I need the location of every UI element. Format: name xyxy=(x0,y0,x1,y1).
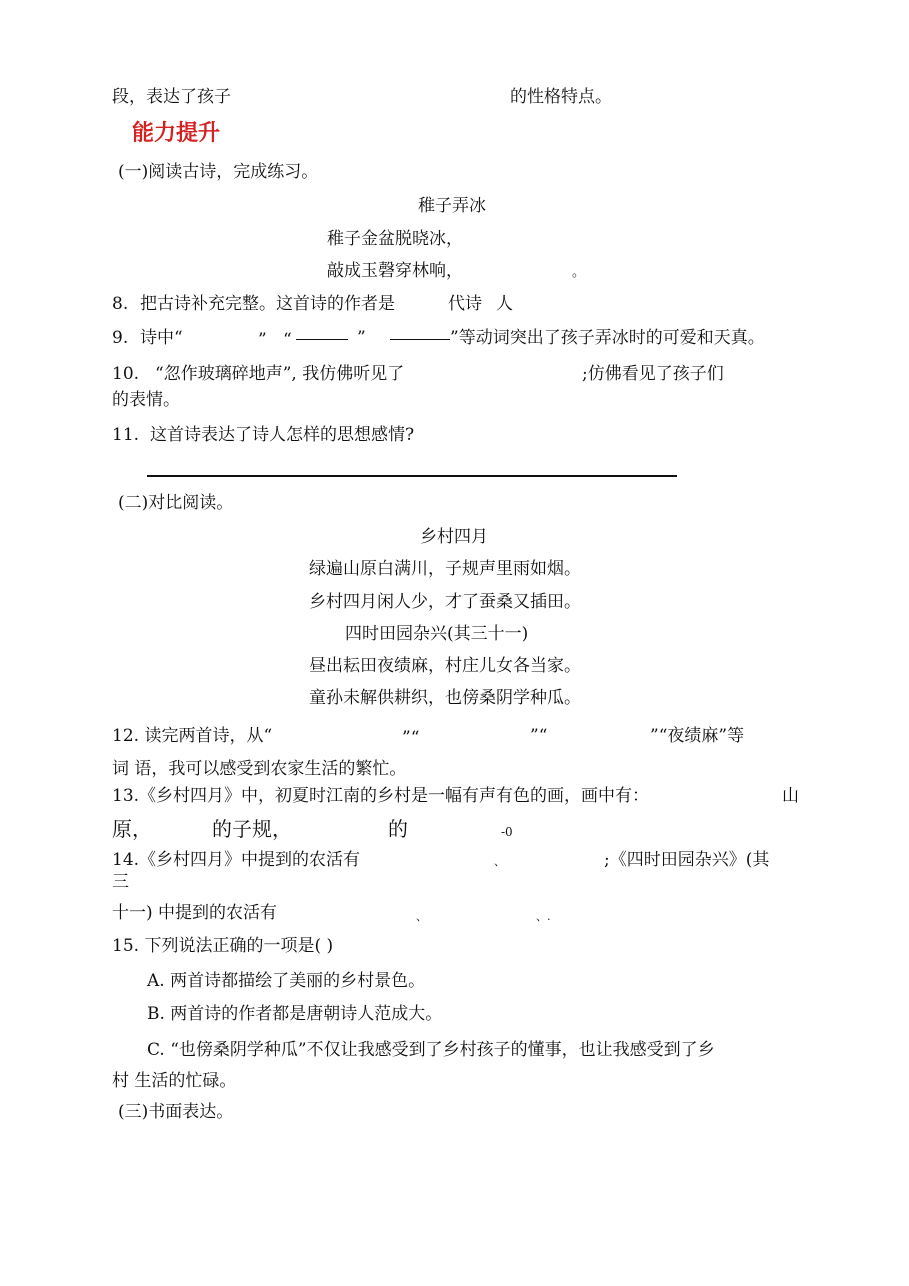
q13-lead: 13.《乡村四月》中，初夏时江南的乡村是一幅有声有色的画，画中有： xyxy=(112,786,650,806)
q10-line2: 的表情。 xyxy=(112,390,180,410)
q8-number: 8. xyxy=(112,294,129,314)
poem-line-2: 敲成玉磬穿林响， xyxy=(327,261,463,281)
q14-dot-1: 、 xyxy=(494,855,505,868)
q9-mark-3: ” xyxy=(357,328,366,348)
section-title: 能力提升 xyxy=(132,121,221,146)
poem2-line-1: 昼出耘田夜绩麻，村庄儿女各当家。 xyxy=(309,656,581,676)
q8-text: 把古诗补充完整。这首诗的作者是 xyxy=(140,294,395,314)
q9-mark-1: ” xyxy=(258,330,267,350)
q14-san: 三 xyxy=(112,872,129,892)
q12-mark-2: ”“ xyxy=(530,726,548,746)
part1-heading: (一)阅读古诗，完成练习。 xyxy=(118,162,319,182)
q11-answer-line xyxy=(147,475,677,477)
q15-option-c-line2: 村 生活的忙碌。 xyxy=(112,1071,237,1091)
q14-dot-3: 、. xyxy=(536,910,551,923)
q14-dot-2: 、 xyxy=(416,910,427,923)
q12-line2: 词 语，我可以感受到农家生活的繁忙。 xyxy=(112,759,407,779)
q15-option-c-line1: C. “也傍桑阴学种瓜”不仅让我感受到了乡村孩子的懂事，也让我感受到了乡 xyxy=(147,1040,715,1060)
q14-mid: ;《四时田园杂兴》(其 xyxy=(604,850,770,870)
q14-line3: 十一) 中提到的农活有 xyxy=(112,903,278,923)
part3-heading: (三)书面表达。 xyxy=(118,1102,234,1122)
q13-mark: -0 xyxy=(501,825,513,839)
top-line-left: 段，表达了孩子 xyxy=(112,87,231,107)
poem1-line-2: 乡村四月闲人少，才了蚕桑又插田。 xyxy=(309,592,581,612)
q8-ren: 人 xyxy=(496,294,513,314)
q9-mark-2: “ xyxy=(283,330,292,350)
q9-tail: ”等动词突出了孩子弄冰时的可爱和天真。 xyxy=(450,328,765,348)
q12-tail: ”“夜绩麻”等 xyxy=(650,726,745,746)
q9-blank-line-1 xyxy=(296,339,348,340)
q13-yuan: 原， xyxy=(112,817,152,841)
poem1-line-1: 绿遍山原白满川，子规声里雨如烟。 xyxy=(309,559,581,579)
q12-lead: 12. 读完两首诗，从“ xyxy=(112,726,273,746)
q12-mark-1: ”“ xyxy=(402,728,420,748)
top-line-right: 的性格特点。 xyxy=(510,87,612,107)
q15-option-a: A. 两首诗都描绘了美丽的乡村景色。 xyxy=(147,971,426,991)
poem-title-sishitianyuan: 四时田园杂兴(其三十一) xyxy=(345,624,529,644)
q9-lead: 诗中“ xyxy=(140,328,183,348)
q14-lead: 14.《乡村四月》中提到的农活有 xyxy=(112,850,361,870)
q10-lead: “忽作玻璃碎地声”, 我仿佛听见了 xyxy=(155,364,405,384)
q10-number: 10. xyxy=(112,364,140,384)
q10-mid: ;仿佛看见了孩子们 xyxy=(582,364,724,384)
q13-de: 的 xyxy=(388,817,408,841)
q13-shan: 山 xyxy=(782,786,799,806)
q8-dai: 代诗 xyxy=(448,294,482,314)
q11-number: 11. xyxy=(112,425,140,445)
poem2-line-2: 童孙未解供耕织，也傍桑阴学种瓜。 xyxy=(309,688,581,708)
poem-title-xiangcunsiyue: 乡村四月 xyxy=(420,527,488,547)
q13-zigui: 的子规， xyxy=(212,817,292,841)
q9-blank-line-2 xyxy=(390,339,450,340)
q11-text: 这首诗表达了诗人怎样的思想感情? xyxy=(150,425,415,445)
q15-lead: 15. 下列说法正确的一项是( ) xyxy=(112,936,334,956)
poem-end-mark: 。 xyxy=(572,265,586,280)
poem-title-zhizinongbing: 稚子弄冰 xyxy=(418,196,486,216)
q15-option-b: B. 两首诗的作者都是唐朝诗人范成大。 xyxy=(147,1004,443,1024)
q9-number: 9. xyxy=(112,328,129,348)
part2-heading: (二)对比阅读。 xyxy=(118,493,234,513)
poem-line-1: 稚子金盆脱晓冰， xyxy=(327,229,463,249)
